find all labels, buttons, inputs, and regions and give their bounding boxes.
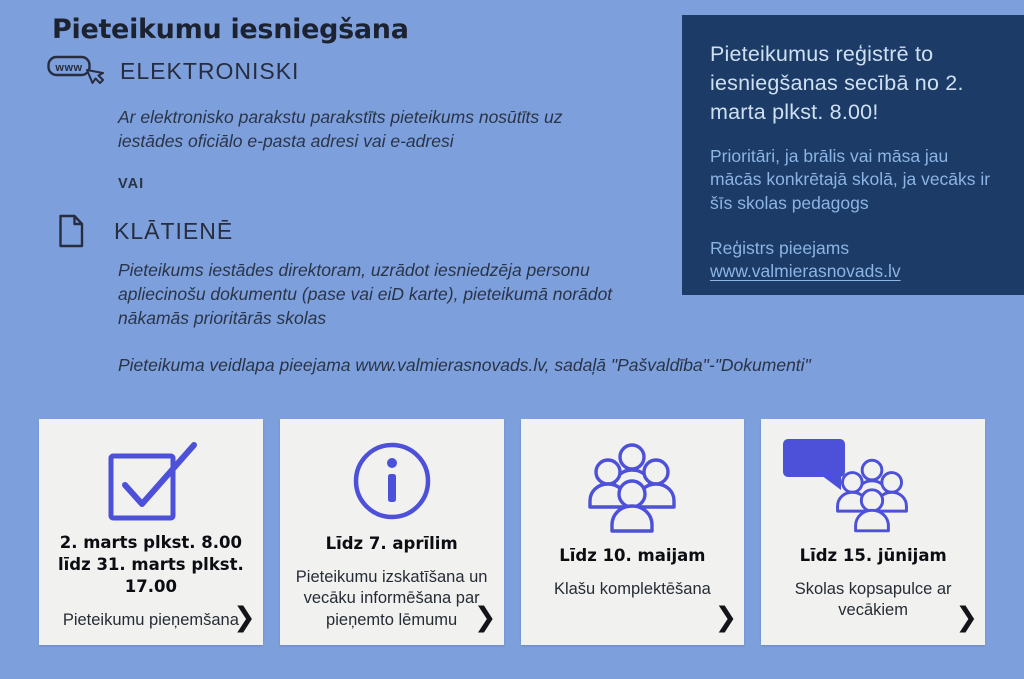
- people-speech-bubble-icon: [771, 437, 975, 537]
- timeline-step-3-card: [521, 419, 745, 645]
- step-description: Klašu komplektēšana: [553, 579, 711, 598]
- step-title: Līdz 10. maijam: [559, 546, 706, 565]
- method-electronic: [46, 52, 299, 90]
- page-title: Pieteikumu iesniegšana: [52, 14, 409, 45]
- or-separator: VAI: [118, 176, 145, 192]
- registry-link[interactable]: www.valmierasnovads.lv: [710, 260, 901, 281]
- method-electronic-description: Ar elektronisko parakstu parakstīts pieteikums nosūtīts uz iestādes oficiālo e-pasta adresi vai e-adresi: [118, 107, 563, 151]
- priority-note: Prioritāri, ja brālis vai māsa jau mācās konkrētajā skolā, ja vecāks ir šīs skolas pedagogs: [710, 146, 991, 213]
- people-group-icon: [531, 437, 735, 537]
- method-electronic-label: ELEKTRONISKI: [120, 57, 300, 84]
- step-title: 2. marts plkst. 8.00 līdz 31. marts plkst. 17.00: [57, 533, 244, 596]
- method-inperson: [58, 214, 233, 248]
- timeline-step-4-card: [761, 419, 985, 645]
- step-description: Pieteikumu izskatīšana un vecāku informēšana par pieņemto lēmumu: [295, 567, 488, 629]
- www-browser-cursor-icon: [46, 52, 104, 90]
- svg-text:www: www: [55, 62, 83, 74]
- registration-headline: Pieteikumus reģistrē to iesniegšanas secībā no 2. marta plkst. 8.00!: [710, 42, 964, 124]
- step-description: Skolas kopsapulce ar vecākiem: [794, 579, 952, 620]
- registration-info-box: [682, 15, 1024, 295]
- registry-label: Reģistrs pieejams: [710, 237, 850, 258]
- step-description: Pieteikumu pieņemšana: [62, 610, 239, 629]
- step-title: Līdz 15. jūnijam: [799, 546, 947, 565]
- timeline-cards: [39, 419, 985, 645]
- step-title: Līdz 7. aprīlim: [325, 534, 458, 553]
- registry-availability: [710, 237, 996, 283]
- next-chevron-icon[interactable]: ❯: [473, 602, 497, 633]
- method-inperson-label: KLĀTIENĒ: [114, 217, 234, 244]
- next-chevron-icon[interactable]: ❯: [714, 602, 738, 633]
- checkbox-checked-icon: [49, 437, 253, 524]
- next-chevron-icon[interactable]: ❯: [233, 602, 256, 633]
- info-circle-icon: [290, 437, 494, 525]
- timeline-step-1-card: [39, 419, 263, 645]
- document-icon: [58, 214, 84, 248]
- timeline-step-2-card: [280, 419, 504, 645]
- method-inperson-description: Pieteikums iestādes direktoram, uzrādot iesniedzēja personu apliecinošu dokumentu (pase vai eiD karte), pieteikumā norādot nākamās prioritārās skolas: [118, 260, 613, 328]
- form-availability-note: Pieteikuma veidlapa pieejama www.valmierasnovads.lv, sadaļā "Pašvaldība"-"Dokumenti": [118, 355, 811, 375]
- next-chevron-icon[interactable]: ❯: [955, 602, 978, 633]
